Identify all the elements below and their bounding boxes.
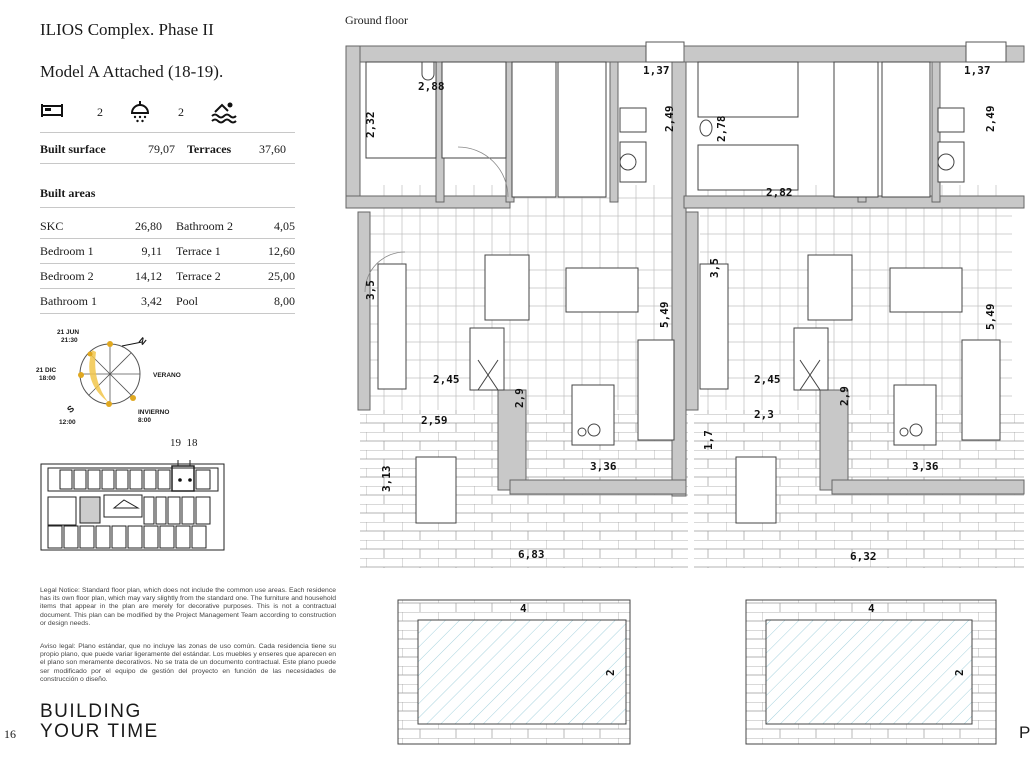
table-row — [40, 264, 295, 289]
page-number: 16 — [4, 727, 16, 741]
dimension-label: 2,78 — [715, 115, 728, 142]
dimension-label: 4 — [520, 602, 527, 615]
area-value: 3,42 — [120, 289, 170, 314]
divider — [40, 132, 295, 133]
dimension-label: 2,59 — [421, 414, 448, 427]
unit-numbers: 19 18 — [170, 437, 198, 449]
sun-label: 12:00 — [59, 419, 76, 426]
built-surface-value: 79,07 — [148, 142, 175, 156]
brand-line: YOUR TIME — [40, 721, 159, 742]
dimension-label: 3,5 — [364, 280, 377, 300]
dimension-label: 2,49 — [984, 105, 997, 132]
sun-label: 21:30 — [61, 337, 78, 344]
dimension-label: 6,83 — [518, 548, 545, 561]
dimension-label: 2,49 — [663, 105, 676, 132]
area-label: Bedroom 2 — [40, 264, 120, 289]
dimension-label: 2,82 — [766, 186, 793, 199]
sun-diagram — [30, 322, 190, 432]
dimension-label: 2,9 — [838, 386, 851, 406]
unit-18-plan — [684, 42, 1024, 568]
features-row — [40, 100, 300, 126]
area-value: 12,60 — [258, 239, 296, 264]
dimension-label: 2 — [953, 669, 966, 676]
area-label: Terrace 2 — [170, 264, 258, 289]
dimension-label: 6,32 — [850, 550, 877, 563]
table-row — [40, 214, 295, 239]
pool-plan — [398, 600, 630, 744]
dimension-label: 3,36 — [590, 460, 617, 473]
dimension-label: 3,13 — [380, 465, 393, 492]
dimension-label: 2,45 — [433, 373, 460, 386]
divider — [40, 207, 295, 208]
terraces-label: Terraces — [187, 142, 232, 156]
left-column — [0, 0, 336, 758]
sun-label: 18:00 — [39, 375, 56, 382]
south-label: S — [65, 403, 77, 415]
area-value: 25,00 — [258, 264, 296, 289]
dimension-label: 2 — [604, 669, 617, 676]
floor-plan — [330, 0, 1024, 758]
pool-plan — [746, 600, 996, 744]
legal-notice-en: Legal Notice: Standard floor plan, which does not include the common use areas. Each residence has its own floor plan, which may vary slightly from the standard one. The furniture and household items that appear in the plan are merely for decorative purposes. This is not a contractual document. This plan can be modified by the Project Management Team according to construction or design needs. — [40, 587, 336, 627]
dimension-label: 1,37 — [643, 64, 670, 77]
north-label: N — [136, 335, 149, 348]
shower-icon — [128, 100, 152, 124]
site-plan-map — [40, 460, 225, 555]
dimension-label: 5,49 — [984, 303, 997, 330]
area-value: 8,00 — [258, 289, 296, 314]
dimension-label: 2,9 — [513, 388, 526, 408]
built-surface-label: Built surface — [40, 142, 106, 156]
dimension-label: 3,36 — [912, 460, 939, 473]
sun-label: 8:00 — [138, 417, 152, 424]
area-value: 14,12 — [120, 264, 170, 289]
terraces-value: 37,60 — [259, 142, 286, 156]
legal-notice-es: Aviso legal: Plano estándar, que no incluye las zonas de uso común. Cada residencia tiene su propio plano, que puede variar ligeramente del estándar. Los muebles y enseres que aparecen en el plano son meramente decorativos. No se trata de un documento contractual. Este plano puede ser modificado por el equipo de gestión del proyecto en función de las necesidades de construcción o diseño. — [40, 643, 336, 683]
area-label: Terrace 1 — [170, 239, 258, 264]
areas-table — [40, 214, 295, 314]
sun-label: 21 DIC — [36, 367, 57, 374]
area-label: SKC — [40, 214, 120, 239]
dimension-label: 2,32 — [364, 111, 377, 138]
bed-icon — [40, 100, 64, 120]
sun-label: 21 JUN — [57, 329, 80, 336]
dimension-label: 2,3 — [754, 408, 774, 421]
dimension-label: 1,37 — [964, 64, 991, 77]
sun-label: INVIERNO — [138, 409, 170, 416]
sun-label: VERANO — [153, 372, 181, 379]
area-label: Bedroom 1 — [40, 239, 120, 264]
swimming-icon — [211, 100, 237, 124]
dimension-label: 1,7 — [702, 430, 715, 450]
area-value: 4,05 — [258, 214, 296, 239]
complex-title: ILIOS Complex. Phase II — [40, 20, 214, 39]
table-row — [40, 239, 295, 264]
dimension-label: 3,5 — [708, 258, 721, 278]
brand-line: BUILDING — [40, 701, 142, 722]
built-areas-heading: Built areas — [40, 186, 96, 200]
area-value: 26,80 — [120, 214, 170, 239]
dimension-label: 2,88 — [418, 80, 445, 93]
dimension-label: 4 — [868, 602, 875, 615]
unit-19-plan — [346, 42, 688, 568]
dimension-label: 5,49 — [658, 301, 671, 328]
divider — [40, 163, 295, 164]
table-row — [40, 289, 295, 314]
area-label: Bathroom 2 — [170, 214, 258, 239]
area-label: Pool — [170, 289, 258, 314]
area-label: Bathroom 1 — [40, 289, 120, 314]
bathrooms-count: 2 — [178, 105, 184, 119]
bedrooms-count: 2 — [97, 105, 103, 119]
area-value: 9,11 — [120, 239, 170, 264]
floor-label: Ground floor — [345, 13, 408, 27]
page-edge-letter: P — [1019, 723, 1030, 742]
dimension-label: 2,45 — [754, 373, 781, 386]
brand-slogan — [40, 702, 159, 742]
model-title: Model A Attached (18-19). — [40, 62, 224, 81]
